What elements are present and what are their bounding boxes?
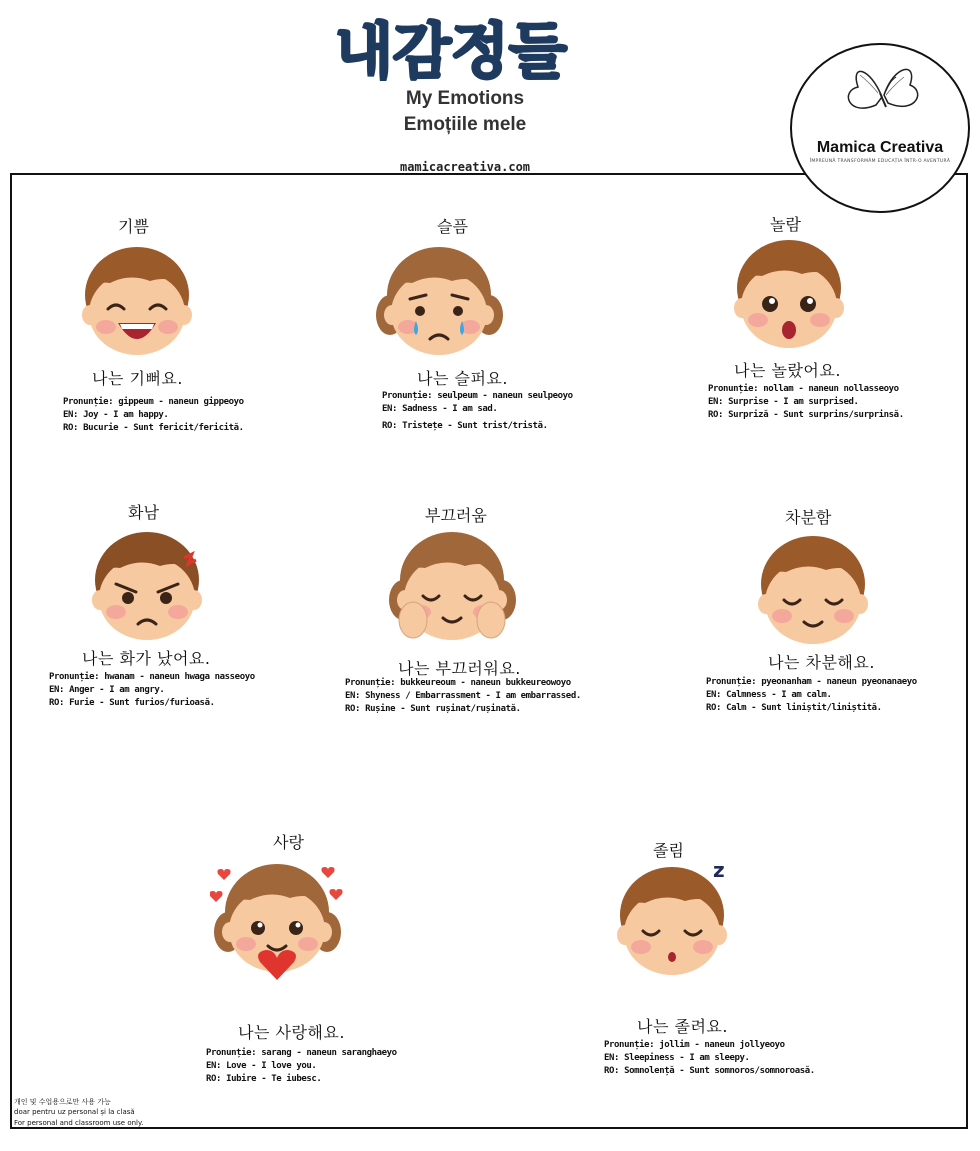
- emotion-word: 졸림: [653, 841, 684, 860]
- emotion-en-line: EN: Calmness - I am calm.: [706, 690, 832, 700]
- emotion-sentence: 나는 화가 났어요.: [82, 649, 211, 668]
- sleepiness-face-icon: [605, 855, 740, 985]
- emotion-pron-line: Pronunție: bukkeureoum - naneun bukkeureowoyo: [345, 678, 571, 688]
- emotion-ro-line: RO: Somnolență - Sunt somnoros/somnoroasă.: [604, 1066, 815, 1076]
- emotion-word: 슬픔: [437, 217, 468, 236]
- footer-en: For personal and classroom use only.: [14, 1119, 144, 1127]
- love-face-icon: [210, 852, 345, 982]
- title-char: 감: [392, 17, 451, 87]
- emotion-pron-line: Pronunție: pyeonanham - naneun pyeonanaeyo: [706, 677, 917, 687]
- emotion-en-line: EN: Shyness / Embarrassment - I am embarrassed.: [345, 691, 581, 701]
- emotion-illustration: [385, 520, 520, 654]
- emotion-pron-line: Pronunție: seulpeum - naneun seulpeoyo: [382, 391, 573, 401]
- emotion-word: 부끄러움: [425, 506, 487, 525]
- emotion-illustration: [746, 524, 881, 658]
- emotion-pron-line: Pronunție: gippeum - naneun gippeoyo: [63, 397, 244, 407]
- emotion-word: 사랑: [273, 833, 304, 852]
- emotion-en-line: EN: Surprise - I am surprised.: [708, 397, 859, 407]
- emotion-pron-line: Pronunție: sarang - naneun saranghaeyo: [206, 1048, 397, 1058]
- emotion-ro-line: RO: Tristețe - Sunt trist/tristă.: [382, 421, 548, 431]
- website-link[interactable]: mamicacreativa.com: [399, 160, 531, 174]
- emotion-ro-line: RO: Calm - Sunt liniștit/liniștită.: [706, 703, 882, 713]
- emotion-illustration: [70, 235, 205, 369]
- emotion-sentence: 나는 졸려요.: [637, 1017, 728, 1036]
- shyness-face-icon: [385, 520, 520, 650]
- anger-face-icon: [80, 520, 215, 650]
- emotion-word: 놀람: [770, 215, 801, 234]
- emotion-illustration: [605, 855, 740, 989]
- emotion-illustration: [80, 520, 215, 654]
- butterfly-icon: [830, 57, 930, 137]
- emotion-en-line: EN: Love - I love you.: [206, 1061, 317, 1071]
- emotion-ro-line: RO: Bucurie - Sunt fericit/fericită.: [63, 423, 244, 433]
- emotion-ro-line: RO: Rușine - Sunt rușinat/rușinată.: [345, 704, 521, 714]
- emotion-sentence: 나는 놀랐어요.: [734, 361, 841, 380]
- joy-face-icon: [70, 235, 205, 365]
- title-char: 들: [508, 17, 567, 87]
- footer-ko: 개인 및 수업용으로만 사용 가능: [14, 1098, 111, 1106]
- title-char: 내: [335, 17, 393, 87]
- subtitle-english: My Emotions: [405, 88, 525, 109]
- emotion-sentence: 나는 기뻐요.: [92, 369, 183, 388]
- sadness-face-icon: [372, 235, 507, 365]
- emotion-ro-line: RO: Furie - Sunt furios/furioasă.: [49, 698, 215, 708]
- emotion-illustration: [372, 235, 507, 369]
- calmness-face-icon: [746, 524, 881, 654]
- emotion-sentence: 나는 차분해요.: [768, 653, 875, 672]
- emotion-word: 화남: [128, 503, 159, 522]
- logo-name: Mamica Creativa: [816, 139, 944, 156]
- emotion-sentence: 나는 슬퍼요.: [417, 369, 508, 388]
- emotion-word: 기쁨: [118, 217, 149, 236]
- emotion-word: 차분함: [785, 508, 832, 527]
- emotion-ro-line: RO: Surpriză - Sunt surprins/surprinsă.: [708, 410, 904, 420]
- footer-ro: doar pentru uz personal și la clasă: [14, 1108, 135, 1116]
- brand-logo: [790, 43, 970, 213]
- emotion-sentence: 나는 부끄러워요.: [398, 659, 521, 678]
- emotion-pron-line: Pronunție: jollim - naneun jollyeoyo: [604, 1040, 785, 1050]
- emotion-en-line: EN: Sadness - I am sad.: [382, 404, 498, 414]
- emotion-illustration: [210, 852, 345, 986]
- emotion-pron-line: Pronunție: hwanam - naneun hwaga nasseoyo: [49, 672, 255, 682]
- svg-text:z: z: [713, 858, 725, 882]
- emotion-en-line: EN: Anger - I am angry.: [49, 685, 165, 695]
- subtitle-romanian: Emoțiile mele: [403, 114, 527, 135]
- emotion-sentence: 나는 사랑해요.: [238, 1023, 345, 1042]
- emotion-pron-line: Pronunție: nollam - naneun nollasseoyo: [708, 384, 899, 394]
- surprise-face-icon: [722, 228, 857, 358]
- title-korean: [335, 12, 605, 92]
- title-char: 정: [450, 17, 509, 87]
- emotion-en-line: EN: Joy - I am happy.: [63, 410, 169, 420]
- emotion-ro-line: RO: Iubire - Te iubesc.: [206, 1074, 322, 1084]
- emotion-illustration: [722, 228, 857, 362]
- emotion-en-line: EN: Sleepiness - I am sleepy.: [604, 1053, 750, 1063]
- logo-tagline: ÎMPREUNĂ TRANSFORMĂM EDUCAȚIA ÎNTR-O AVENTURĂ: [809, 159, 951, 164]
